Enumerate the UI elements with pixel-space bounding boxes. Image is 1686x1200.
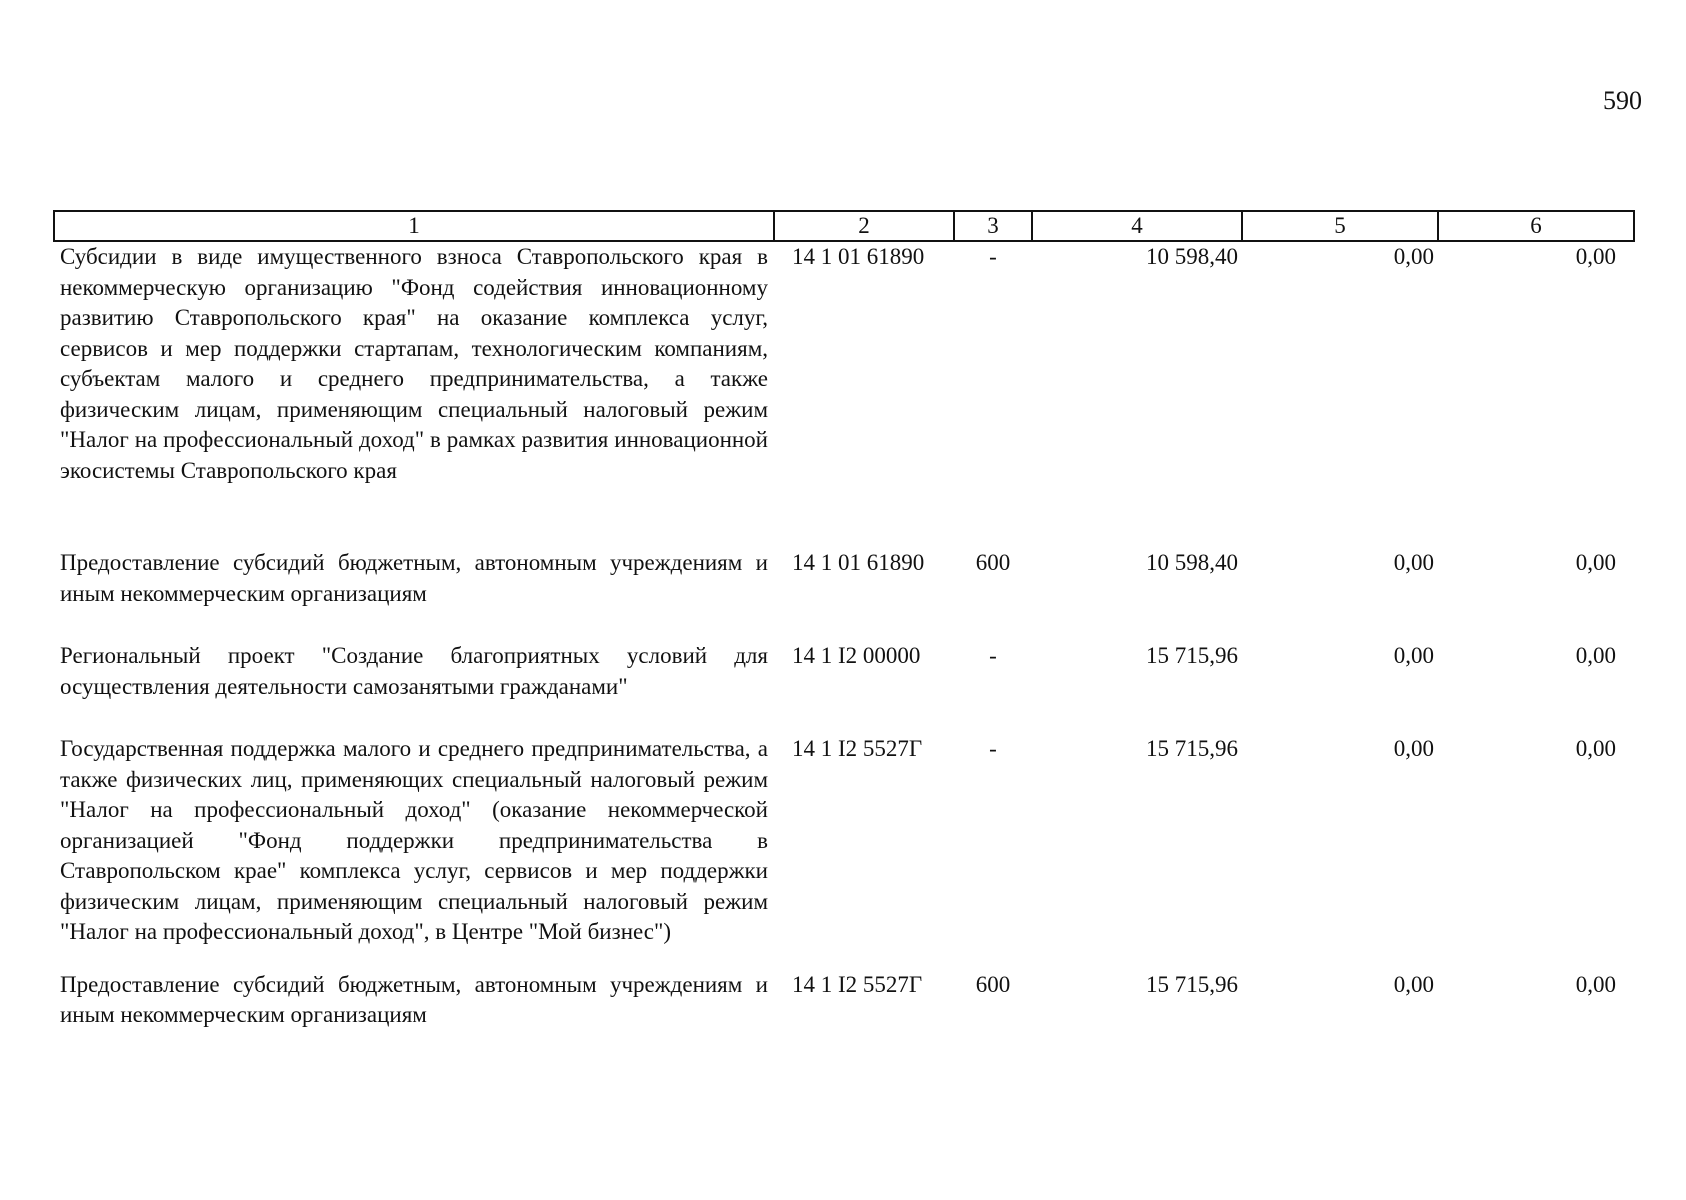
row-expense-type: 600 — [975, 971, 1011, 997]
column-header-2: 2 — [774, 211, 954, 241]
row-expense-type: - — [989, 244, 997, 269]
row-sum-2: 0,00 — [1393, 736, 1434, 761]
column-header-6: 6 — [1438, 211, 1634, 241]
row-sum-2: 0,00 — [1393, 971, 1434, 997]
row-sum-3: 0,00 — [1575, 244, 1616, 269]
row-name: Государственная поддержка малого и среднего предпринимательства, а также физических лиц, применяющих специальный налоговый режим "Налог на профессиональный доход" (оказание некоммерческой организацией "Фонд поддержки предпринимательства в Ставропольском крае" комплекса услуг, сервисов и мер поддержки физическим лицам, применяющим специальный налоговый режим "Налог на профессиональный доход", в Центре "Мой бизнес") — [60, 736, 768, 944]
row-sum-3: 0,00 — [1575, 971, 1616, 997]
row-sum-1: 15 715,96 — [1146, 643, 1238, 668]
row-sum-1: 15 715,96 — [1146, 971, 1238, 997]
column-header-1: 1 — [54, 211, 774, 241]
table-row — [54, 970, 1634, 1031]
row-expense-type: - — [989, 643, 997, 668]
row-code: 14 1 I2 5527Г — [792, 736, 923, 761]
table-row — [54, 241, 1634, 548]
table-header — [54, 211, 1634, 241]
row-code: 14 1 I2 00000 — [792, 643, 921, 668]
budget-table — [53, 210, 1635, 1031]
column-header-3: 3 — [954, 211, 1032, 241]
row-name: Субсидии в виде имущественного взноса Ставропольского края в некоммерческую организацию "Фонд содействия инновационному развитию Ставропольского края" на оказание комплекса услуг, сервисов и мер поддержки стартапам, технологическим компаниям, субъектам малого и среднего предпринимательства, а также физическим лицам, применяющим специальный налоговый режим "Налог на профессиональный доход" в рамках развития инновационной экосистемы Ставропольского края — [60, 244, 768, 483]
table-row — [54, 548, 1634, 641]
row-sum-3: 0,00 — [1575, 736, 1616, 761]
table-body — [54, 241, 1634, 1031]
row-code: 14 1 01 61890 — [792, 550, 925, 575]
row-sum-2: 0,00 — [1393, 244, 1434, 269]
row-sum-2: 0,00 — [1393, 550, 1434, 575]
row-code: 14 1 01 61890 — [792, 244, 925, 269]
table-row — [54, 734, 1634, 970]
row-sum-2: 0,00 — [1393, 643, 1434, 668]
row-sum-3: 0,00 — [1575, 550, 1616, 575]
column-header-5: 5 — [1242, 211, 1438, 241]
row-expense-type: - — [989, 736, 997, 761]
row-name: Предоставление субсидий бюджетным, автономным учреждениям и иным некоммерческим организациям — [60, 550, 768, 606]
column-header-4: 4 — [1032, 211, 1242, 241]
row-code: 14 1 I2 5527Г — [792, 971, 923, 997]
row-name: Региональный проект "Создание благоприятных условий для осуществления деятельности самозанятыми гражданами" — [60, 643, 768, 699]
row-expense-type: 600 — [975, 550, 1011, 575]
row-sum-3: 0,00 — [1575, 643, 1616, 668]
row-name: Предоставление субсидий бюджетным, автономным учреждениям и иным некоммерческим организациям — [60, 971, 768, 1027]
page-number: 590 — [1603, 86, 1642, 115]
row-sum-1: 10 598,40 — [1146, 550, 1238, 575]
row-sum-1: 15 715,96 — [1146, 736, 1238, 761]
row-sum-1: 10 598,40 — [1146, 244, 1238, 269]
header-row — [54, 211, 1634, 241]
table-row — [54, 641, 1634, 734]
